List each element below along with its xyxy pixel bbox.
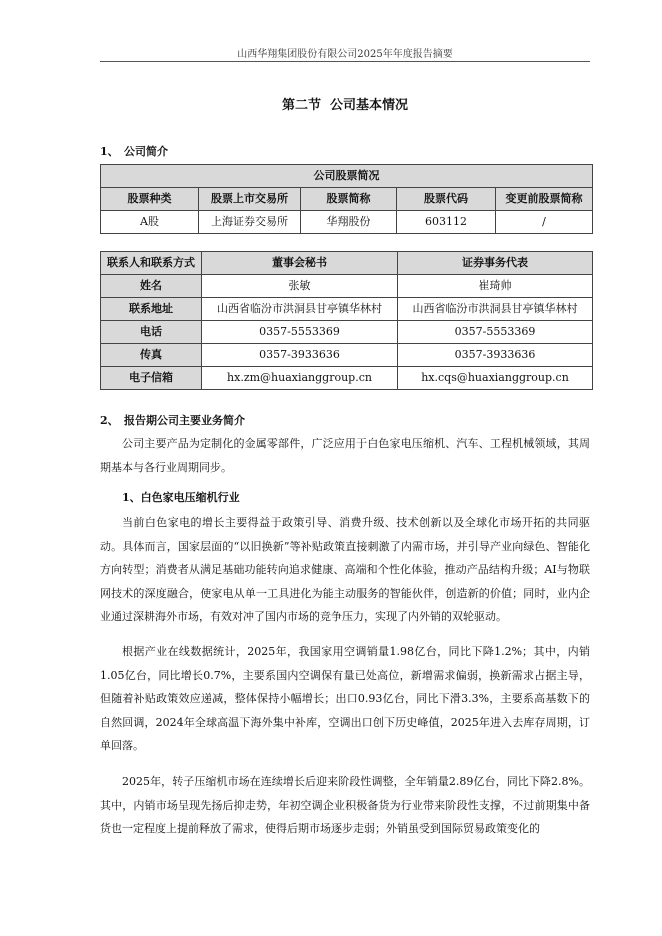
representative-fax: 0357-3933636 — [398, 344, 593, 367]
stock-table-header-row — [101, 188, 593, 211]
header-cell: 股票代码 — [397, 188, 496, 211]
row-label: 电子信箱 — [101, 367, 202, 390]
section-title: 第二节 公司基本情况 — [281, 98, 409, 113]
section2-number: 2、 — [100, 414, 119, 427]
contact-table-header-row — [101, 252, 593, 275]
row-label: 联系地址 — [101, 298, 202, 321]
stock-code-cell: 603112 — [397, 211, 496, 234]
secretary-address: 山西省临汾市洪洞县甘亭镇华林村 — [202, 298, 398, 321]
representative-address: 山西省临汾市洪洞县甘亭镇华林村 — [398, 298, 593, 321]
section2-title: 报告期公司主要业务简介 — [124, 414, 245, 427]
row-label: 姓名 — [101, 275, 202, 298]
table-row — [101, 367, 593, 390]
stock-table-caption: 公司股票简况 — [101, 165, 593, 188]
header-cell: 联系人和联系方式 — [101, 252, 202, 275]
exchange-cell: 上海证券交易所 — [199, 211, 301, 234]
header-cell: 股票种类 — [101, 188, 199, 211]
section2-heading — [100, 412, 245, 428]
page-header: 山西华翔集团股份有限公司2025年年度报告摘要 — [237, 49, 453, 60]
section1-title: 公司简介 — [124, 145, 168, 158]
row-label: 电话 — [101, 321, 202, 344]
table-row — [101, 321, 593, 344]
header-cell: 证券事务代表 — [398, 252, 593, 275]
table-row — [101, 211, 593, 234]
header-cell: 董事会秘书 — [202, 252, 398, 275]
stock-short-name-cell: 华翔股份 — [301, 211, 397, 234]
section1-number: 1、 — [100, 145, 119, 158]
body-paragraph: 当前白色家电的增长主要得益于政策引导、消费升级、技术创新以及全球化市场开拓的共同驱动。具体而言，国家层面的“以旧换新”等补贴政策直接刺激了内需市场，并引导产业向绿色、智能化方向转型；消费者从满足基础功能转向追求健康、高端和个性化体验，推动产品结构升级；AI与物联网技术的深度融合，使家电从单一工具进化为能主动服务的智能伙伴，创造新的价值；同时，业内企业通过深耕海外市场，有效对冲了国内市场的竞争压力，实现了内外销的双轮驱动。 — [100, 516, 590, 624]
contact-table — [100, 251, 593, 390]
table-row — [101, 275, 593, 298]
secretary-name: 张敏 — [202, 275, 398, 298]
table-row — [101, 344, 593, 367]
representative-name: 崔琦帅 — [398, 275, 593, 298]
stock-table — [100, 164, 593, 234]
intro-paragraph: 公司主要产品为定制化的金属零部件，广泛应用于白色家电压缩机、汽车、工程机械领域，其周期基本与各行业周期同步。 — [100, 437, 590, 474]
header-rule — [100, 61, 590, 62]
representative-phone: 0357-5553369 — [398, 321, 593, 344]
header-cell: 变更前股票简称 — [496, 188, 593, 211]
body-paragraph: 根据产业在线数据统计，2025年，我国家用空调销量1.98亿台，同比下降1.2%；其中，内销1.05亿台，同比增长0.7%，主要系国内空调保有量已处高位，新增需求偏弱，换新需求占据主导，但随着补贴政策效应递减，整体保持小幅增长；出口0.93亿台，同比下滑3.3%，主要系高基数下的自然回调，2024年全球高温下海外集中补库，空调出口创下历史峰值，2025年进入去库存周期，订单回落。 — [100, 645, 590, 753]
former-name-cell: / — [496, 211, 593, 234]
section1-heading — [100, 143, 168, 159]
subsection-heading: 1、白色家电压缩机行业 — [122, 491, 240, 504]
body-paragraph: 2025年，转子压缩机市场在连续增长后迎来阶段性调整，全年销量2.89亿台，同比下降2.8%。其中，内销市场呈现先扬后抑走势，年初空调企业积极备货为行业带来阶段性支撑，不过前期集中备货也一定程度上提前释放了需求，使得后期市场逐步走弱；外销虽受到国际贸易政策变化的 — [100, 775, 590, 836]
stock-type-cell: A股 — [101, 211, 199, 234]
table-row — [101, 298, 593, 321]
header-cell: 股票简称 — [301, 188, 397, 211]
row-label: 传真 — [101, 344, 202, 367]
secretary-email: hx.zm@huaxianggroup.cn — [202, 367, 398, 390]
header-cell: 股票上市交易所 — [199, 188, 301, 211]
secretary-fax: 0357-3933636 — [202, 344, 398, 367]
secretary-phone: 0357-5553369 — [202, 321, 398, 344]
representative-email: hx.cqs@huaxianggroup.cn — [398, 367, 593, 390]
